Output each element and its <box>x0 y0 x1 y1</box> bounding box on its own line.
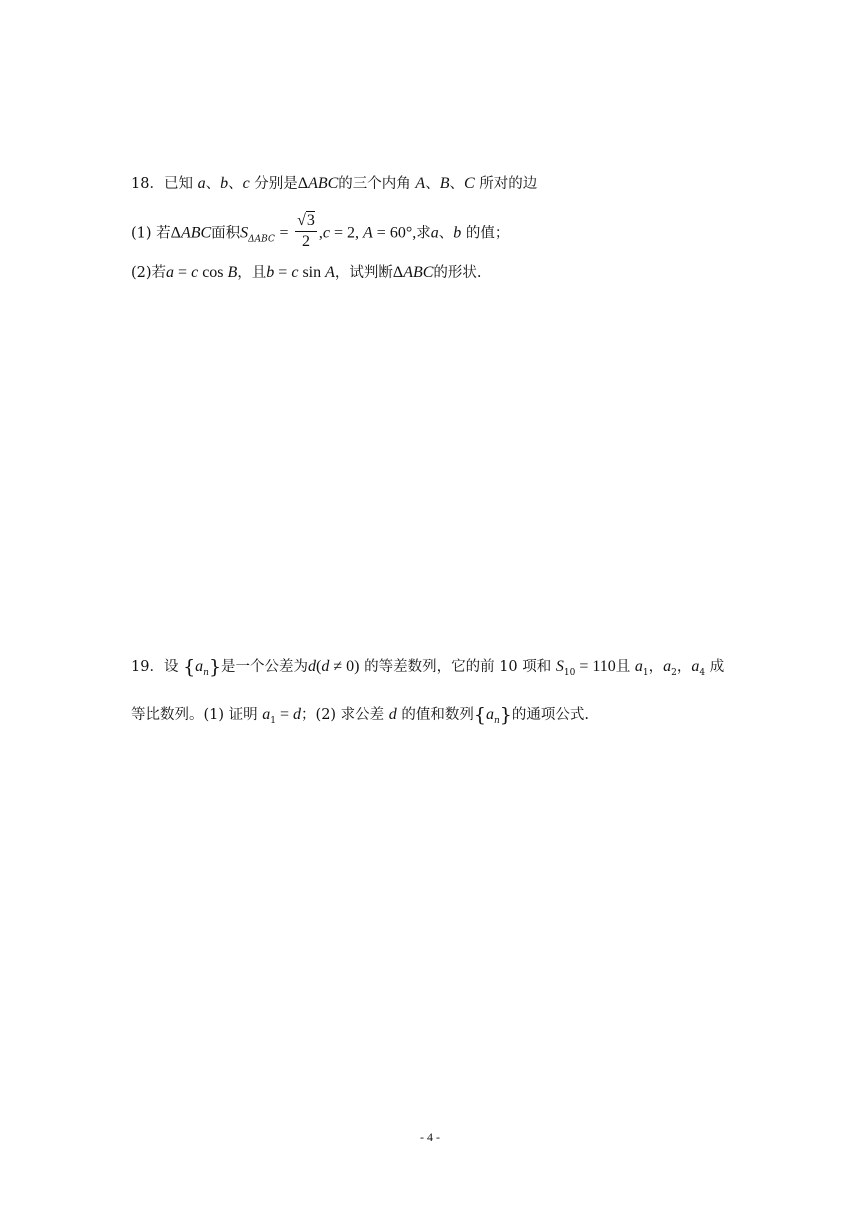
q19-text-4: 成 <box>709 659 725 675</box>
q18-part1-text-1: 若 <box>156 225 171 242</box>
q19-line2-2: ；(2) 求公差 <box>301 707 385 723</box>
q19-line2-1: 等比数列。(1) 证明 <box>131 707 258 723</box>
q18-part2-end: 的形状. <box>433 265 482 281</box>
q19-line-2: 等比数列。(1) 证明 $a_1 = d$；(2) 求公差 d 的值和数列$\{a_n\}$的通项公式. <box>131 704 589 726</box>
q18-part1-label: (1) <box>131 225 152 242</box>
q18-stem-1: 已知 <box>163 176 193 192</box>
q18-part2-label: (2)若 <box>131 265 167 281</box>
q19-text-1: 是一个公差为 <box>221 659 309 675</box>
q18-stem-2: 分别是 <box>254 176 298 192</box>
q19-line-1: 19．设 $\{a_n\}$是一个公差为d(d ≠ 0) 的等差数列，它的前 10 项和 $S_{10} = 110$且 $a_1$，$a_2$，$a_4$ 成 <box>131 656 725 678</box>
q19-text-3: 且 <box>615 659 631 675</box>
q18-part-2: (2)若a = c cos B，且b = c sin A，试判断ΔABC的形状. <box>131 264 482 281</box>
q18-part2-tail: ，试判断 <box>334 265 393 281</box>
q18-part-1: (1) 若ΔABC面积$S_{\Delta ABC}$ = $\frac{√3}{2}$ ,c = 2, A = 60°,求a、b 的值； <box>131 212 510 250</box>
q19-text-2: 的等差数列，它的前 10 项和 <box>364 659 552 675</box>
q18-number: 18． <box>131 176 164 192</box>
q18-part1-text-2: 面积 <box>211 225 241 242</box>
q18-stem-3: 的三个内角 <box>338 176 411 192</box>
q19-line2-4: 的通项公式. <box>511 707 589 723</box>
q18-line-1: 18．已知 a、b、c 分别是ΔABC的三个内角 A、B、C 所对的边 <box>131 175 538 192</box>
q18-part2-mid: ，且 <box>237 265 267 281</box>
q18-part1-end: 的值； <box>465 225 510 242</box>
sqrt3-over-2-fraction: $\frac{√3}{2}$ <box>297 212 315 250</box>
q19-number: 19．设 <box>131 659 179 675</box>
q18-stem-4: 所对的边 <box>479 176 538 192</box>
q19-line2-3: 的值和数列 <box>401 707 474 723</box>
page-number: - 4 - <box>420 1130 440 1144</box>
q18-part1-tail: 求 <box>416 225 431 242</box>
